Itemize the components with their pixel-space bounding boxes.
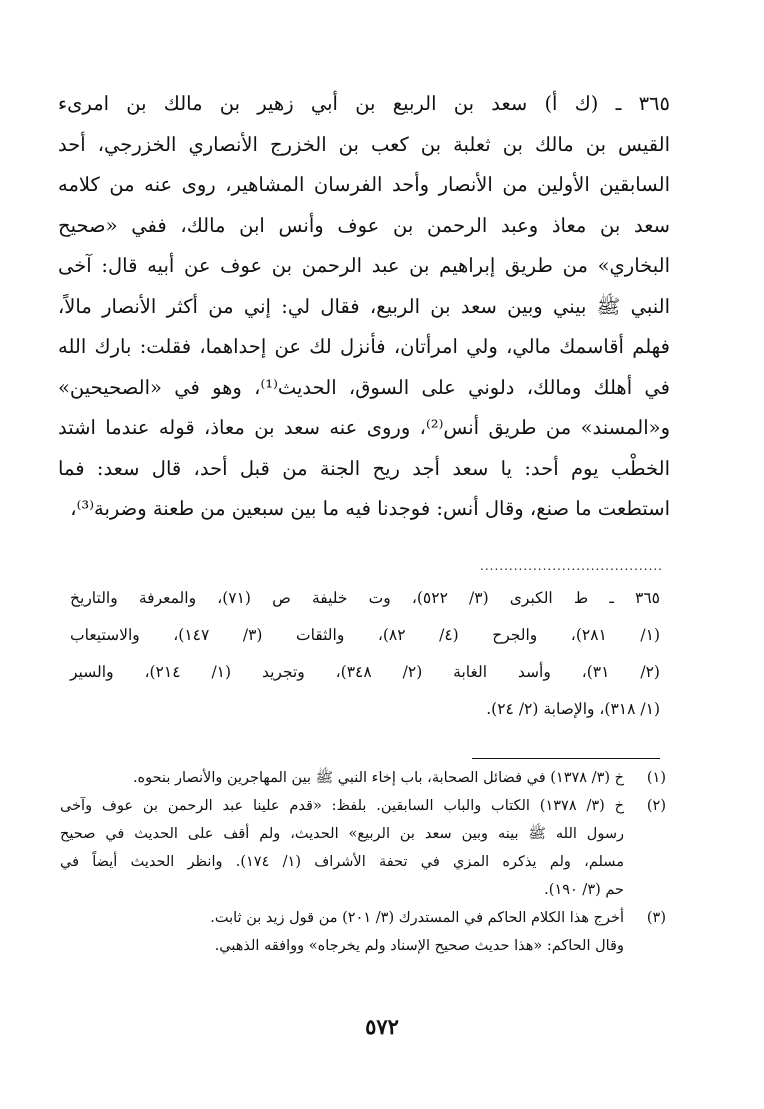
footnote-line: مسلم، ولم يذكره المزي في تحفة الأشراف (١/ ١٧٤). وانظر الحديث أيضاً في [60,854,624,870]
footnote-number: (١) [646,770,666,786]
main-text-line: القيس بن مالك بن ثعلبة بن كعب بن الخزرج الأنصاري الخزرجي، أحد [58,132,670,156]
dotted-separator: ...................................... [480,559,663,573]
reference-line: (١/ ٢٨١)، والجرح (٤/ ٨٢)، والثقات (٣/ ١٤٧)، والاستيعاب [70,626,660,644]
footnote-line: خ (٣/ ١٣٧٨) في فضائل الصحابة، باب إخاء النبي ﷺ بين المهاجرين والأنصار بنحوه. [132,770,624,786]
footnote-1 [60,764,666,792]
footnote-number: (٣) [646,910,666,926]
main-text-line: استطعت ما صنع، وقال أنس: فوجدنا فيه ما بين سبعين من طعنة وضربة⁽³⁾، [70,497,670,520]
footnote-line: رسول الله ﷺ بينه وبين سعد بن الربيع» الحديث، ولم أقف على الحديث في صحيح [60,826,624,842]
footnote-body [60,764,624,792]
main-text-line: في أهلك ومالك، دلوني على السوق، الحديث⁽¹⁾، وهو في «الصحيحين» [58,375,670,399]
main-text [58,84,670,530]
reference-line: (٢/ ٣١)، وأسد الغابة (٢/ ٣٤٨)، وتجريد (١/ ٢١٤)، والسير [70,663,660,681]
footnote-3 [60,904,666,960]
main-text-line: فهلم أقاسمك مالي، ولي امرأتان، فأنزل لك عن إحداهما، فقلت: بارك الله [58,335,670,358]
main-text-line: السابقين الأولين من الأنصار وأحد الفرسان المشاهير، روى عنه من كلامه [58,173,670,196]
main-text-line: ٣٦٥ ـ (ك أ) سعد بن الربيع بن أبي زهير بن مالك بن امرىء [58,92,670,115]
footnote-line: حم (٣/ ١٩٠). [544,882,624,898]
reference-line: ٣٦٥ ـ ط الكبرى (٣/ ٥٢٢)، وت خليفة ص (٧١)، والمعرفة والتاريخ [70,589,660,607]
footnote-body [60,792,624,904]
reference-list [70,580,660,728]
main-text-line: و«المسند» من طريق أنس⁽²⁾، وروى عنه سعد بن معاذ، قوله عندما اشتد [58,416,670,439]
footnote-line: وقال الحاكم: «هذا حديث صحيح الإسناد ولم يخرجاه» ووافقه الذهبي. [214,938,624,954]
page-number: ٥٧٢ [365,1014,399,1039]
main-text-line: الخطْب يوم أحد: يا سعد أجد ريح الجنة من قبل أحد، قال سعد: فما [58,456,670,480]
footnote-line: أخرج هذا الكلام الحاكم في المستدرك (٣/ ٢٠١) من قول زيد بن ثابت. [210,910,624,926]
footnote-2 [60,792,666,904]
reference-line: (١/ ٣١٨)، والإصابة (٢/ ٢٤). [486,700,660,718]
footnote-line: خ (٣/ ١٣٧٨) الكتاب والباب السابقين. بلفظ: «قدم علينا عبد الرحمن بن عوف وآخى [60,798,624,814]
footnote-number: (٢) [646,798,666,814]
main-text-line: البخاري» من طريق إبراهيم بن عبد الرحمن بن عوف عن أبيه قال: آخى [58,254,670,277]
footnote-rule [472,758,660,759]
main-text-line: النبي ﷺ بيني وبين سعد بن الربيع، فقال لي: إني من أكثر الأنصار مالاً، [58,294,670,318]
main-text-line: سعد بن معاذ وعبد الرحمن بن عوف وأنس ابن مالك، ففي «صحيح [58,213,670,237]
footnotes [60,764,666,960]
footnote-body [60,904,624,960]
